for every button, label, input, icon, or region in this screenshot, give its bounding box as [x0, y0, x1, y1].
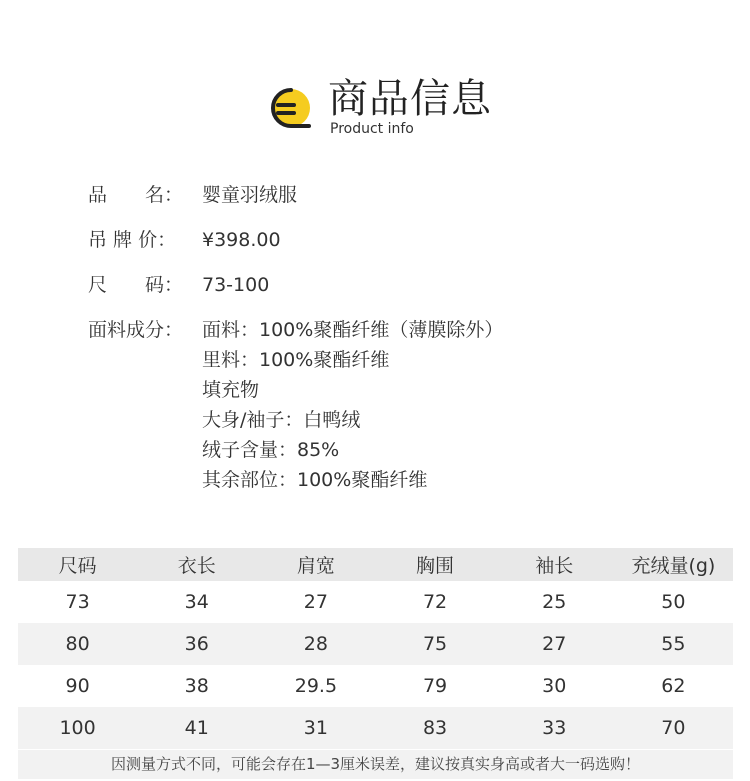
material-line: 填充物 [202, 379, 260, 401]
table-cell: 50 [661, 591, 686, 613]
size-chart-table [18, 548, 733, 749]
column-header: 衣长 [177, 555, 216, 577]
table-cell: 55 [661, 633, 686, 655]
table-header-row [18, 548, 733, 581]
table-cell: 30 [542, 675, 567, 697]
document-list-icon [264, 84, 312, 132]
tag-price-row [88, 230, 728, 275]
product-info-header [264, 74, 564, 144]
measurement-note: 因测量方式不同，可能会存在1—3厘米误差，建议按真实身高或者大一码选购！ [18, 750, 733, 779]
table-cell: 90 [65, 675, 90, 697]
material-line: 绒子含量：85% [202, 439, 340, 461]
table-cell: 27 [542, 633, 567, 655]
material-label: 面料成分： [88, 319, 184, 341]
table-cell: 28 [303, 633, 328, 655]
column-header: 胸围 [416, 555, 455, 577]
material-line: 里料：100%聚酯纤维 [202, 349, 390, 371]
column-header: 尺码 [58, 555, 97, 577]
page-title: 商品信息 [328, 76, 492, 122]
table-cell: 73 [65, 591, 90, 613]
table-row [18, 707, 733, 749]
table-cell: 36 [184, 633, 209, 655]
table-row [18, 623, 733, 665]
column-header: 肩宽 [296, 555, 335, 577]
material-line: 面料：100%聚酯纤维（薄膜除外） [202, 319, 504, 341]
size-range-value: 73-100 [202, 274, 270, 296]
table-cell: 38 [184, 675, 209, 697]
table-cell: 31 [303, 717, 328, 739]
table-row [18, 581, 733, 623]
table-cell: 79 [422, 675, 448, 697]
table-cell: 100 [59, 717, 96, 739]
tag-price-label: 吊 牌 价： [88, 229, 177, 251]
product-details [88, 184, 728, 491]
size-range-label: 尺 码： [88, 274, 184, 296]
product-name-label: 品 名： [88, 184, 184, 206]
table-cell: 72 [422, 591, 448, 613]
table-row [18, 665, 733, 707]
table-cell: 62 [661, 675, 686, 697]
table-cell: 29.5 [294, 675, 338, 697]
page-subtitle: Product info [330, 121, 414, 137]
material-line: 其余部位：100%聚酯纤维 [202, 469, 428, 491]
table-cell: 70 [661, 717, 686, 739]
material-line: 大身/袖子：白鸭绒 [202, 409, 361, 431]
column-header: 充绒量(g) [631, 555, 716, 577]
column-header: 袖长 [535, 555, 574, 577]
size-range-row [88, 275, 728, 320]
product-name-row [88, 185, 728, 230]
table-cell: 75 [422, 633, 448, 655]
table-cell: 33 [542, 717, 567, 739]
tag-price-value: ¥398.00 [202, 229, 281, 251]
table-cell: 80 [65, 633, 90, 655]
product-name-value: 婴童羽绒服 [202, 184, 298, 206]
table-cell: 83 [422, 717, 448, 739]
table-cell: 25 [542, 591, 567, 613]
table-cell: 41 [184, 717, 209, 739]
table-cell: 27 [303, 591, 328, 613]
material-lines [202, 315, 503, 495]
table-cell: 34 [184, 591, 209, 613]
